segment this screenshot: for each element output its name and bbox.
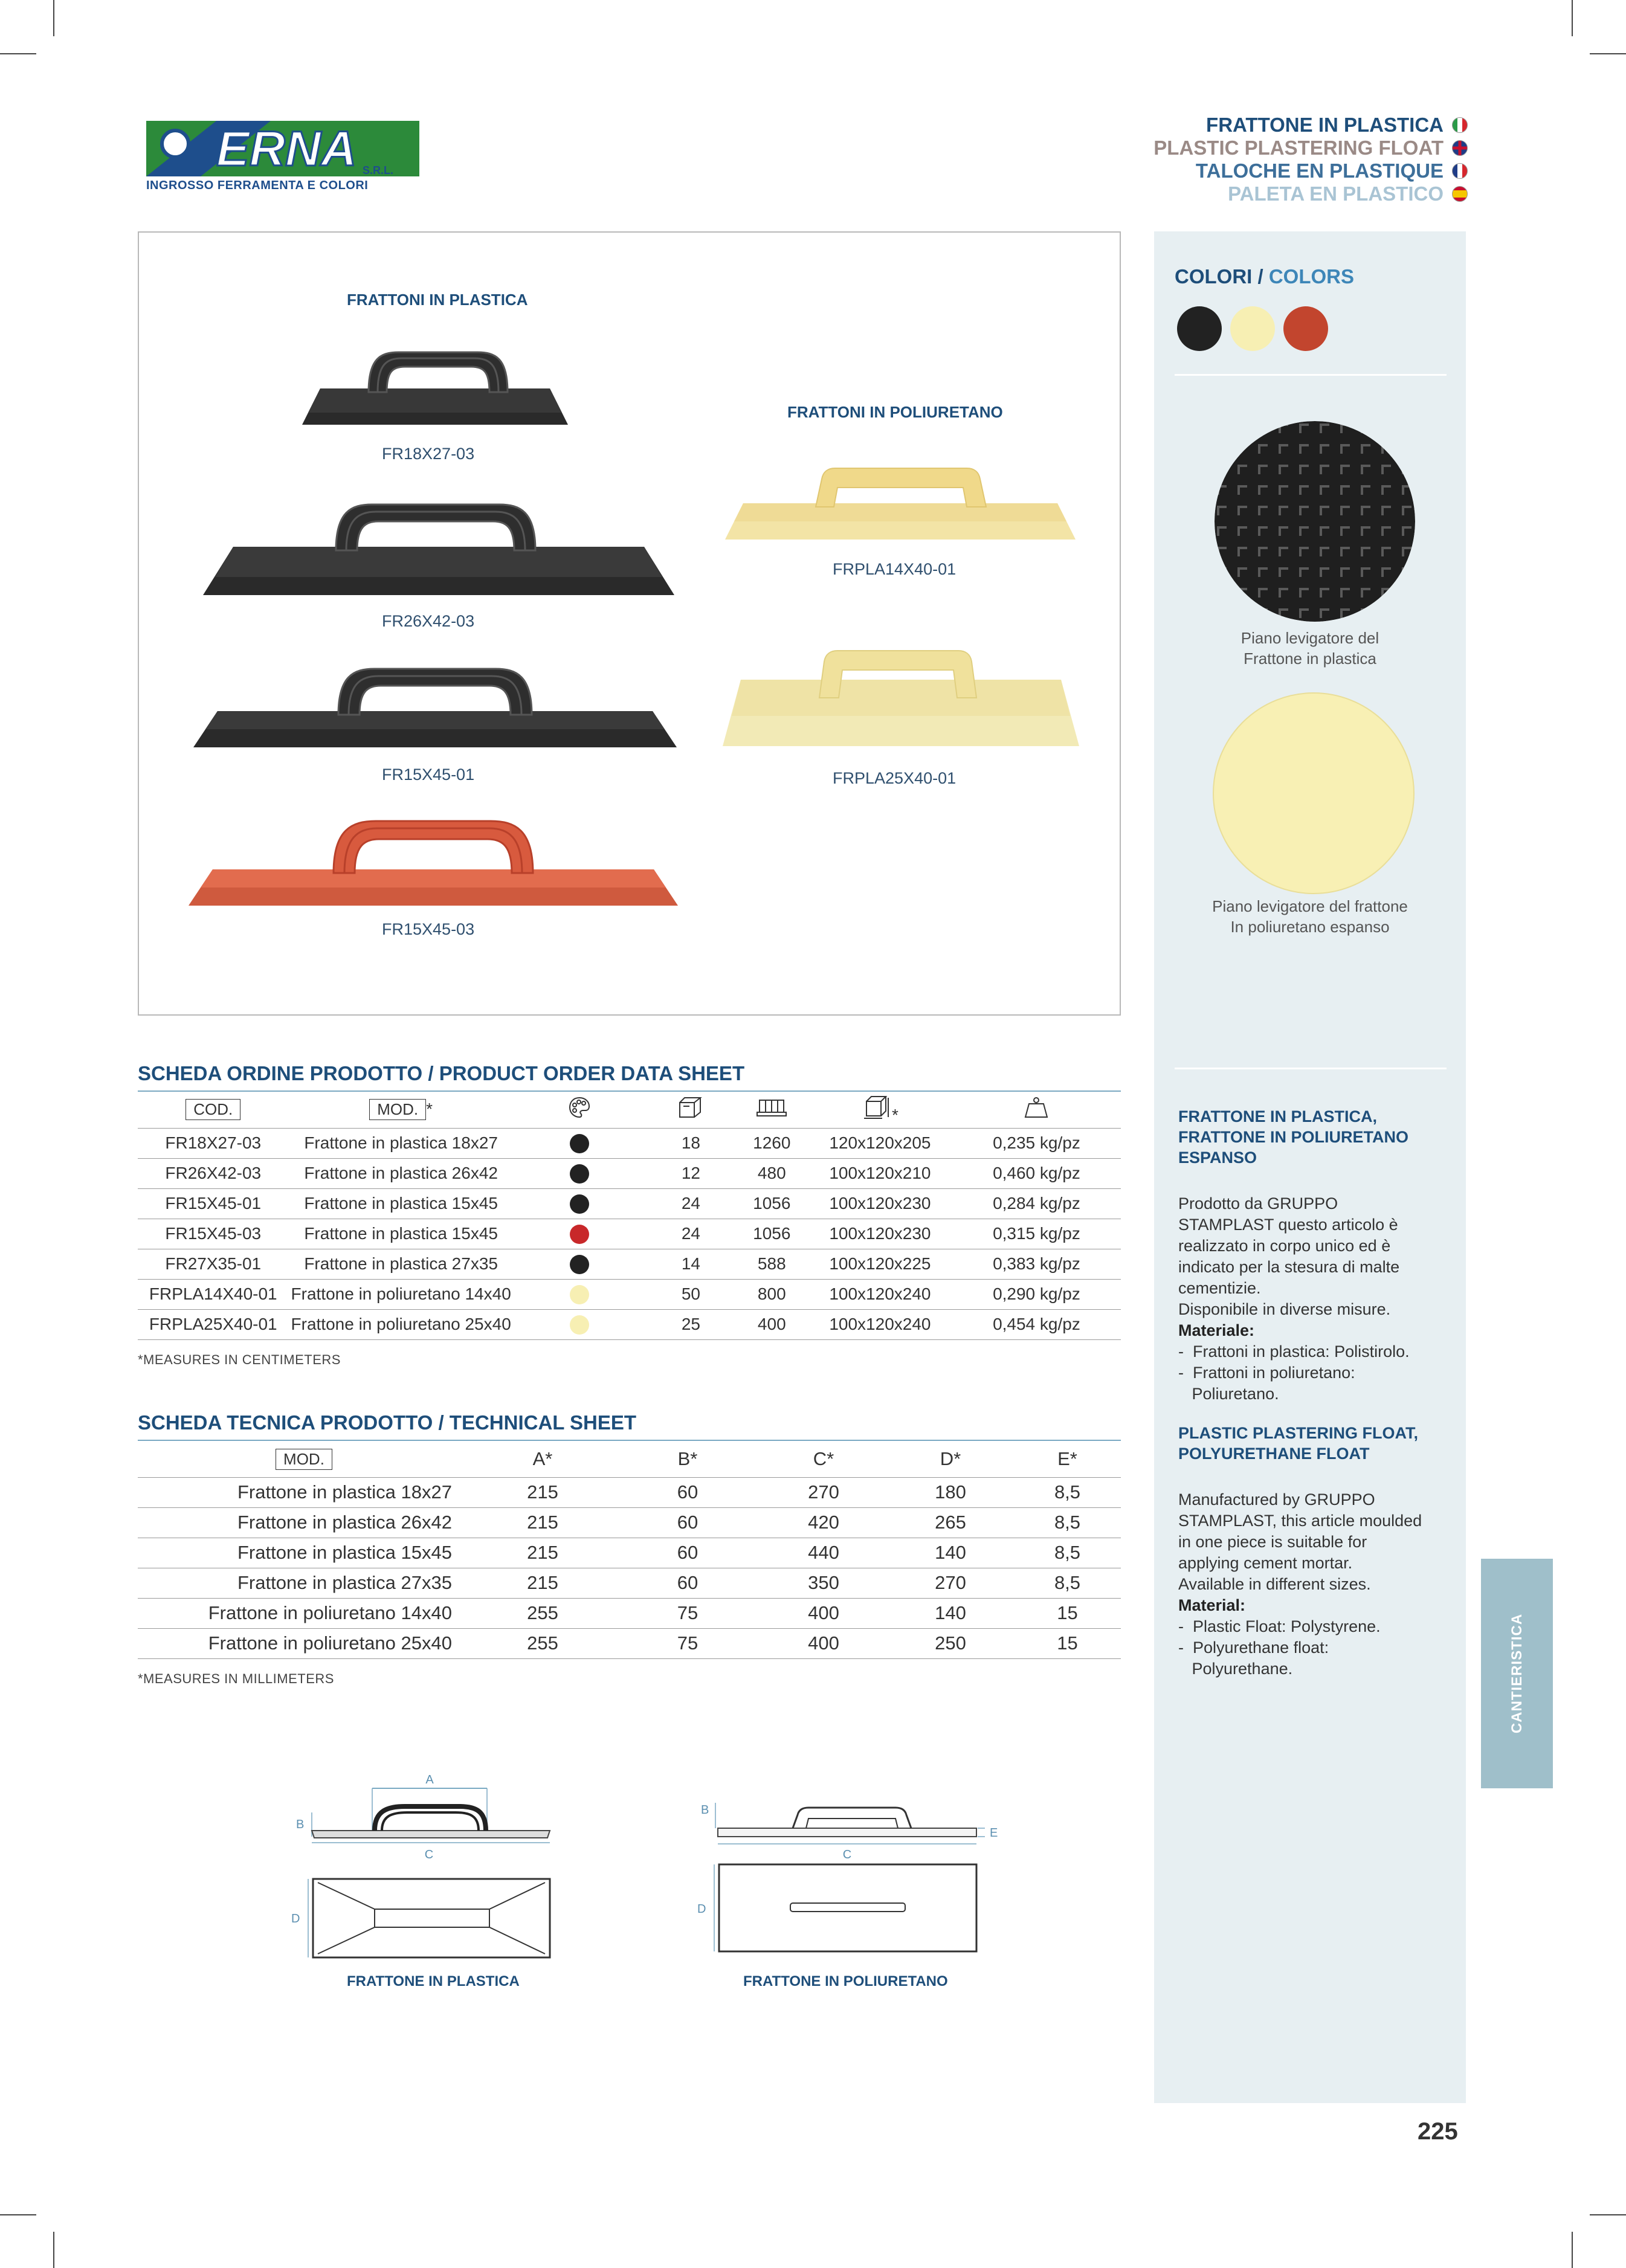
cell-box-qty: 25	[646, 1309, 736, 1339]
description-italian	[1178, 1106, 1450, 1405]
table-row	[138, 1128, 1121, 1158]
cell-b: 60	[615, 1538, 760, 1568]
cell-d: 270	[887, 1568, 1014, 1598]
cell-e: 8,5	[1014, 1477, 1121, 1507]
product-image-fr15x45-01	[187, 663, 683, 753]
dimensions-icon	[862, 1094, 892, 1121]
product-code: FR18X27-03	[382, 445, 475, 463]
col-color	[514, 1092, 646, 1128]
table-row	[138, 1568, 1121, 1598]
colors-title	[1175, 265, 1354, 288]
cell-d: 265	[887, 1507, 1014, 1538]
product-image-fr26x42-03	[197, 498, 680, 601]
body-line: Prodotto da GRUPPO	[1178, 1194, 1338, 1213]
cell-d: 180	[887, 1477, 1014, 1507]
svg-text:S.R.L.: S.R.L.	[363, 164, 394, 176]
cell-weight: 0,235 kg/pz	[952, 1128, 1121, 1158]
france-flag-icon	[1452, 163, 1468, 179]
cell-weight: 0,454 kg/pz	[952, 1309, 1121, 1339]
palette-icon	[567, 1095, 592, 1120]
table-row	[138, 1188, 1121, 1219]
col-dims-asterisk: *	[891, 1106, 898, 1125]
cell-color	[514, 1219, 646, 1249]
product-showcase	[138, 231, 1121, 1016]
crop-mark	[0, 53, 36, 54]
col-e: E*	[1014, 1441, 1121, 1477]
product-image-fr15x45-03	[182, 815, 684, 912]
section-tab-label: CANTIERISTICA	[1508, 1613, 1525, 1734]
body-line: indicato per la stesura di malte	[1178, 1258, 1400, 1276]
product-code: FR15X45-01	[382, 765, 475, 784]
heading-line: FRATTONE IN POLIURETANO	[1178, 1128, 1408, 1146]
color-dot-icon	[570, 1255, 589, 1274]
color-swatch-red	[1283, 306, 1328, 351]
crop-mark	[1590, 53, 1626, 54]
col-cod	[138, 1092, 289, 1128]
cell-box-qty: 24	[646, 1219, 736, 1249]
cell-weight: 0,290 kg/pz	[952, 1279, 1121, 1309]
col-cod-label: COD.	[186, 1099, 240, 1120]
box-icon	[676, 1095, 705, 1120]
cell-cod: FR27X35-01	[138, 1249, 289, 1279]
uk-flag-icon	[1452, 140, 1468, 156]
table-row	[138, 1477, 1121, 1507]
logo-tagline: INGROSSO FERRAMENTA E COLORI	[146, 179, 369, 192]
caption-poly-line: In poliuretano espanso	[1230, 918, 1390, 936]
product-image-frpla14x40-01	[719, 461, 1082, 546]
cell-cod: FR18X27-03	[138, 1128, 289, 1158]
color-dot-icon	[570, 1285, 589, 1304]
crop-mark	[0, 2214, 36, 2215]
header-titles	[1153, 114, 1468, 205]
cell-dimensions: 100x120x230	[808, 1188, 952, 1219]
heading-line: PLASTIC PLASTERING FLOAT,	[1178, 1424, 1418, 1442]
dim-label-b: B	[296, 1818, 305, 1831]
cell-cod: FR15X45-03	[138, 1219, 289, 1249]
table-row	[138, 1598, 1121, 1628]
cell-mod: Frattone in plastica 15x45	[289, 1219, 514, 1249]
col-d: D*	[887, 1441, 1014, 1477]
table-row	[138, 1309, 1121, 1339]
diagram-plastic-float	[284, 1770, 574, 1976]
crop-mark	[1572, 0, 1573, 36]
table-row	[138, 1507, 1121, 1538]
dim-label-c: C	[424, 1848, 434, 1861]
cell-b: 75	[615, 1628, 760, 1658]
cell-color	[514, 1158, 646, 1188]
cell-a: 255	[470, 1628, 615, 1658]
cell-mod: Frattone in plastica 26x42	[289, 1158, 514, 1188]
description-en-body	[1178, 1489, 1450, 1680]
col-dimensions	[808, 1092, 952, 1128]
body-line: applying cement mortar.	[1178, 1554, 1353, 1572]
body-line: Manufactured by GRUPPO	[1178, 1490, 1375, 1509]
dim-label-a: A	[425, 1773, 434, 1786]
cell-box-qty: 12	[646, 1158, 736, 1188]
section-tab	[1481, 1559, 1553, 1788]
cell-weight: 0,460 kg/pz	[952, 1158, 1121, 1188]
colors-title-en: COLORS	[1268, 265, 1355, 288]
description-english	[1178, 1423, 1450, 1680]
material-line: - Plastic Float: Polystyrene.	[1178, 1617, 1381, 1635]
cell-e: 8,5	[1014, 1568, 1121, 1598]
material-line: - Polyurethane float:	[1178, 1638, 1329, 1657]
cell-c: 400	[760, 1628, 887, 1658]
heading-line: ESPANSO	[1178, 1148, 1257, 1167]
cell-a: 215	[470, 1477, 615, 1507]
order-table	[138, 1092, 1121, 1340]
product-code: FR26X42-03	[382, 612, 475, 630]
table-row	[138, 1219, 1121, 1249]
product-image-fr18x27-03	[296, 346, 574, 431]
weight-icon	[1023, 1095, 1050, 1120]
heading-line: POLYURETHANE FLOAT	[1178, 1445, 1370, 1463]
cell-dimensions: 120x120x205	[808, 1128, 952, 1158]
description-it-body	[1178, 1193, 1450, 1405]
col-a: A*	[470, 1441, 615, 1477]
material-label: Materiale:	[1178, 1321, 1255, 1339]
cell-weight: 0,383 kg/pz	[952, 1249, 1121, 1279]
cell-e: 15	[1014, 1628, 1121, 1658]
cell-pallet-qty: 480	[736, 1158, 808, 1188]
cell-c: 400	[760, 1598, 887, 1628]
sidebar-divider	[1175, 374, 1447, 376]
table-row	[138, 1628, 1121, 1658]
cell-d: 140	[887, 1598, 1014, 1628]
cell-color	[514, 1279, 646, 1309]
color-dot-icon	[570, 1315, 589, 1335]
col-mod-label: MOD.	[276, 1449, 332, 1470]
cell-pallet-qty: 1056	[736, 1188, 808, 1219]
crop-mark	[53, 2232, 54, 2268]
crop-mark	[1572, 2232, 1573, 2268]
material-line: - Frattoni in plastica: Polistirolo.	[1178, 1342, 1410, 1361]
product-code: FRPLA14X40-01	[833, 560, 957, 578]
col-mod	[289, 1092, 514, 1128]
group-label-plastic: FRATTONI IN PLASTICA	[347, 291, 528, 309]
cell-a: 215	[470, 1568, 615, 1598]
cell-cod: FR15X45-01	[138, 1188, 289, 1219]
color-swatch-cream	[1230, 306, 1275, 351]
col-mod-label: MOD.	[369, 1099, 426, 1120]
cell-mod: Frattone in plastica 18x27	[138, 1477, 470, 1507]
crop-mark	[53, 0, 54, 36]
cell-e: 15	[1014, 1598, 1121, 1628]
title-french	[1153, 159, 1468, 182]
product-image-frpla25x40-01	[717, 643, 1085, 752]
caption-plastic	[1154, 628, 1466, 669]
svg-text:ERNA: ERNA	[216, 121, 357, 176]
cell-pallet-qty: 800	[736, 1279, 808, 1309]
heading-line: FRATTONE IN PLASTICA,	[1178, 1107, 1377, 1126]
body-line: Disponibile in diverse misure.	[1178, 1300, 1391, 1318]
cell-pallet-qty: 1260	[736, 1128, 808, 1158]
title-english	[1153, 137, 1468, 159]
cell-color	[514, 1128, 646, 1158]
group-label-poly: FRATTONI IN POLIURETANO	[787, 403, 1003, 421]
dim-label-c: C	[842, 1848, 852, 1861]
col-b: B*	[615, 1441, 760, 1477]
cell-mod: Frattone in poliuretano 14x40	[138, 1598, 470, 1628]
material-line: Polyurethane.	[1178, 1660, 1293, 1678]
sidebar-divider	[1175, 1068, 1447, 1069]
order-table-header	[138, 1092, 1121, 1128]
table-row	[138, 1538, 1121, 1568]
cell-mod: Frattone in plastica 27x35	[138, 1568, 470, 1598]
material-line: - Frattoni in poliuretano:	[1178, 1364, 1355, 1382]
cell-cod: FRPLA14X40-01	[138, 1279, 289, 1309]
dim-label-d: D	[697, 1902, 706, 1916]
cell-color	[514, 1188, 646, 1219]
product-code: FR15X45-03	[382, 920, 475, 938]
order-sheet-title: SCHEDA ORDINE PRODOTTO / PRODUCT ORDER DATA SHEET	[138, 1062, 745, 1084]
col-box-qty	[646, 1092, 736, 1128]
poly-surface-image	[1211, 691, 1416, 896]
material-line: Poliuretano.	[1178, 1385, 1279, 1403]
cell-mod: Frattone in plastica 26x42	[138, 1507, 470, 1538]
cell-box-qty: 18	[646, 1128, 736, 1158]
body-line: STAMPLAST questo articolo è	[1178, 1216, 1398, 1234]
cell-weight: 0,315 kg/pz	[952, 1219, 1121, 1249]
caption-poly	[1154, 896, 1466, 937]
tech-table-header	[138, 1441, 1121, 1477]
description-it-heading	[1178, 1106, 1450, 1168]
cell-dimensions: 100x120x240	[808, 1279, 952, 1309]
body-line: cementizie.	[1178, 1279, 1261, 1297]
cell-box-qty: 50	[646, 1279, 736, 1309]
description-en-heading	[1178, 1423, 1450, 1464]
order-sheet-note: *MEASURES IN CENTIMETERS	[138, 1352, 341, 1367]
spain-flag-icon	[1452, 186, 1468, 202]
cell-mod: Frattone in plastica 27x35	[289, 1249, 514, 1279]
cell-dimensions: 100x120x225	[808, 1249, 952, 1279]
tech-table	[138, 1441, 1121, 1659]
diagram-poly-label: FRATTONE IN POLIURETANO	[743, 1973, 948, 1989]
cell-weight: 0,284 kg/pz	[952, 1188, 1121, 1219]
italy-flag-icon	[1452, 117, 1468, 133]
table-row	[138, 1279, 1121, 1309]
title-italian	[1153, 114, 1468, 137]
cell-box-qty: 14	[646, 1249, 736, 1279]
color-dot-icon	[570, 1225, 589, 1244]
product-code: FRPLA25X40-01	[833, 769, 957, 787]
cell-dimensions: 100x120x210	[808, 1158, 952, 1188]
cell-cod: FRPLA25X40-01	[138, 1309, 289, 1339]
cell-b: 60	[615, 1477, 760, 1507]
crop-mark	[1590, 2214, 1626, 2215]
cell-mod: Frattone in plastica 15x45	[138, 1538, 470, 1568]
table-row	[138, 1158, 1121, 1188]
cell-color	[514, 1249, 646, 1279]
color-dot-icon	[570, 1194, 589, 1214]
cell-c: 350	[760, 1568, 887, 1598]
title-it-text: FRATTONE IN PLASTICA	[1206, 114, 1444, 136]
cell-dimensions: 100x120x230	[808, 1219, 952, 1249]
cell-e: 8,5	[1014, 1538, 1121, 1568]
cell-b: 75	[615, 1598, 760, 1628]
cell-pallet-qty: 400	[736, 1309, 808, 1339]
cell-mod: Frattone in plastica 18x27	[289, 1128, 514, 1158]
body-line: STAMPLAST, this article moulded	[1178, 1512, 1422, 1530]
cell-mod: Frattone in poliuretano 25x40	[138, 1628, 470, 1658]
caption-plastic-line: Piano levigatore del	[1240, 629, 1379, 647]
body-line: realizzato in corpo unico ed è	[1178, 1237, 1391, 1255]
col-c: C*	[760, 1441, 887, 1477]
color-dot-icon	[570, 1134, 589, 1153]
cell-mod: Frattone in plastica 15x45	[289, 1188, 514, 1219]
color-dot-icon	[570, 1164, 589, 1184]
diagram-plastic-label: FRATTONE IN PLASTICA	[347, 1973, 520, 1989]
col-mod	[138, 1441, 470, 1477]
cell-dimensions: 100x120x240	[808, 1309, 952, 1339]
cell-a: 215	[470, 1538, 615, 1568]
sidebar	[1154, 231, 1466, 2103]
cell-c: 270	[760, 1477, 887, 1507]
title-es-text: PALETA EN PLASTICO	[1228, 182, 1444, 205]
diagram-poly-float	[683, 1794, 1009, 1976]
tech-sheet-title: SCHEDA TECNICA PRODOTTO / TECHNICAL SHEET	[138, 1411, 637, 1434]
plastic-surface-image	[1213, 420, 1416, 623]
cell-mod: Frattone in poliuretano 14x40	[289, 1279, 514, 1309]
caption-poly-line: Piano levigatore del frattone	[1212, 897, 1408, 915]
cell-e: 8,5	[1014, 1507, 1121, 1538]
cell-color	[514, 1309, 646, 1339]
cell-b: 60	[615, 1568, 760, 1598]
cell-c: 440	[760, 1538, 887, 1568]
cell-d: 250	[887, 1628, 1014, 1658]
title-spanish	[1153, 182, 1468, 205]
cell-pallet-qty: 588	[736, 1249, 808, 1279]
col-mod-asterisk: *	[426, 1100, 433, 1119]
tech-sheet-note: *MEASURES IN MILLIMETERS	[138, 1671, 334, 1686]
pallet-icon	[755, 1095, 789, 1120]
body-line: Available in different sizes.	[1178, 1575, 1371, 1593]
cell-pallet-qty: 1056	[736, 1219, 808, 1249]
color-swatch-black	[1177, 306, 1222, 351]
cell-d: 140	[887, 1538, 1014, 1568]
cell-box-qty: 24	[646, 1188, 736, 1219]
table-row	[138, 1249, 1121, 1279]
material-label: Material:	[1178, 1596, 1246, 1614]
col-pallet-qty	[736, 1092, 808, 1128]
dim-label-b: B	[701, 1803, 709, 1817]
cell-mod: Frattone in poliuretano 25x40	[289, 1309, 514, 1339]
col-weight	[952, 1092, 1121, 1128]
title-fr-text: TALOCHE EN PLASTIQUE	[1195, 159, 1444, 182]
title-en-text: PLASTIC PLASTERING FLOAT	[1153, 137, 1444, 159]
cell-c: 420	[760, 1507, 887, 1538]
caption-plastic-line: Frattone in plastica	[1244, 649, 1376, 668]
colors-title-it: COLORI	[1175, 265, 1253, 288]
cell-a: 255	[470, 1598, 615, 1628]
dim-label-e: E	[990, 1826, 998, 1840]
cell-a: 215	[470, 1507, 615, 1538]
body-line: in one piece is suitable for	[1178, 1533, 1367, 1551]
cell-b: 60	[615, 1507, 760, 1538]
colors-title-sep: /	[1252, 265, 1269, 288]
dim-label-d: D	[291, 1912, 300, 1925]
cell-cod: FR26X42-03	[138, 1158, 289, 1188]
page-number: 225	[1418, 2118, 1458, 2145]
